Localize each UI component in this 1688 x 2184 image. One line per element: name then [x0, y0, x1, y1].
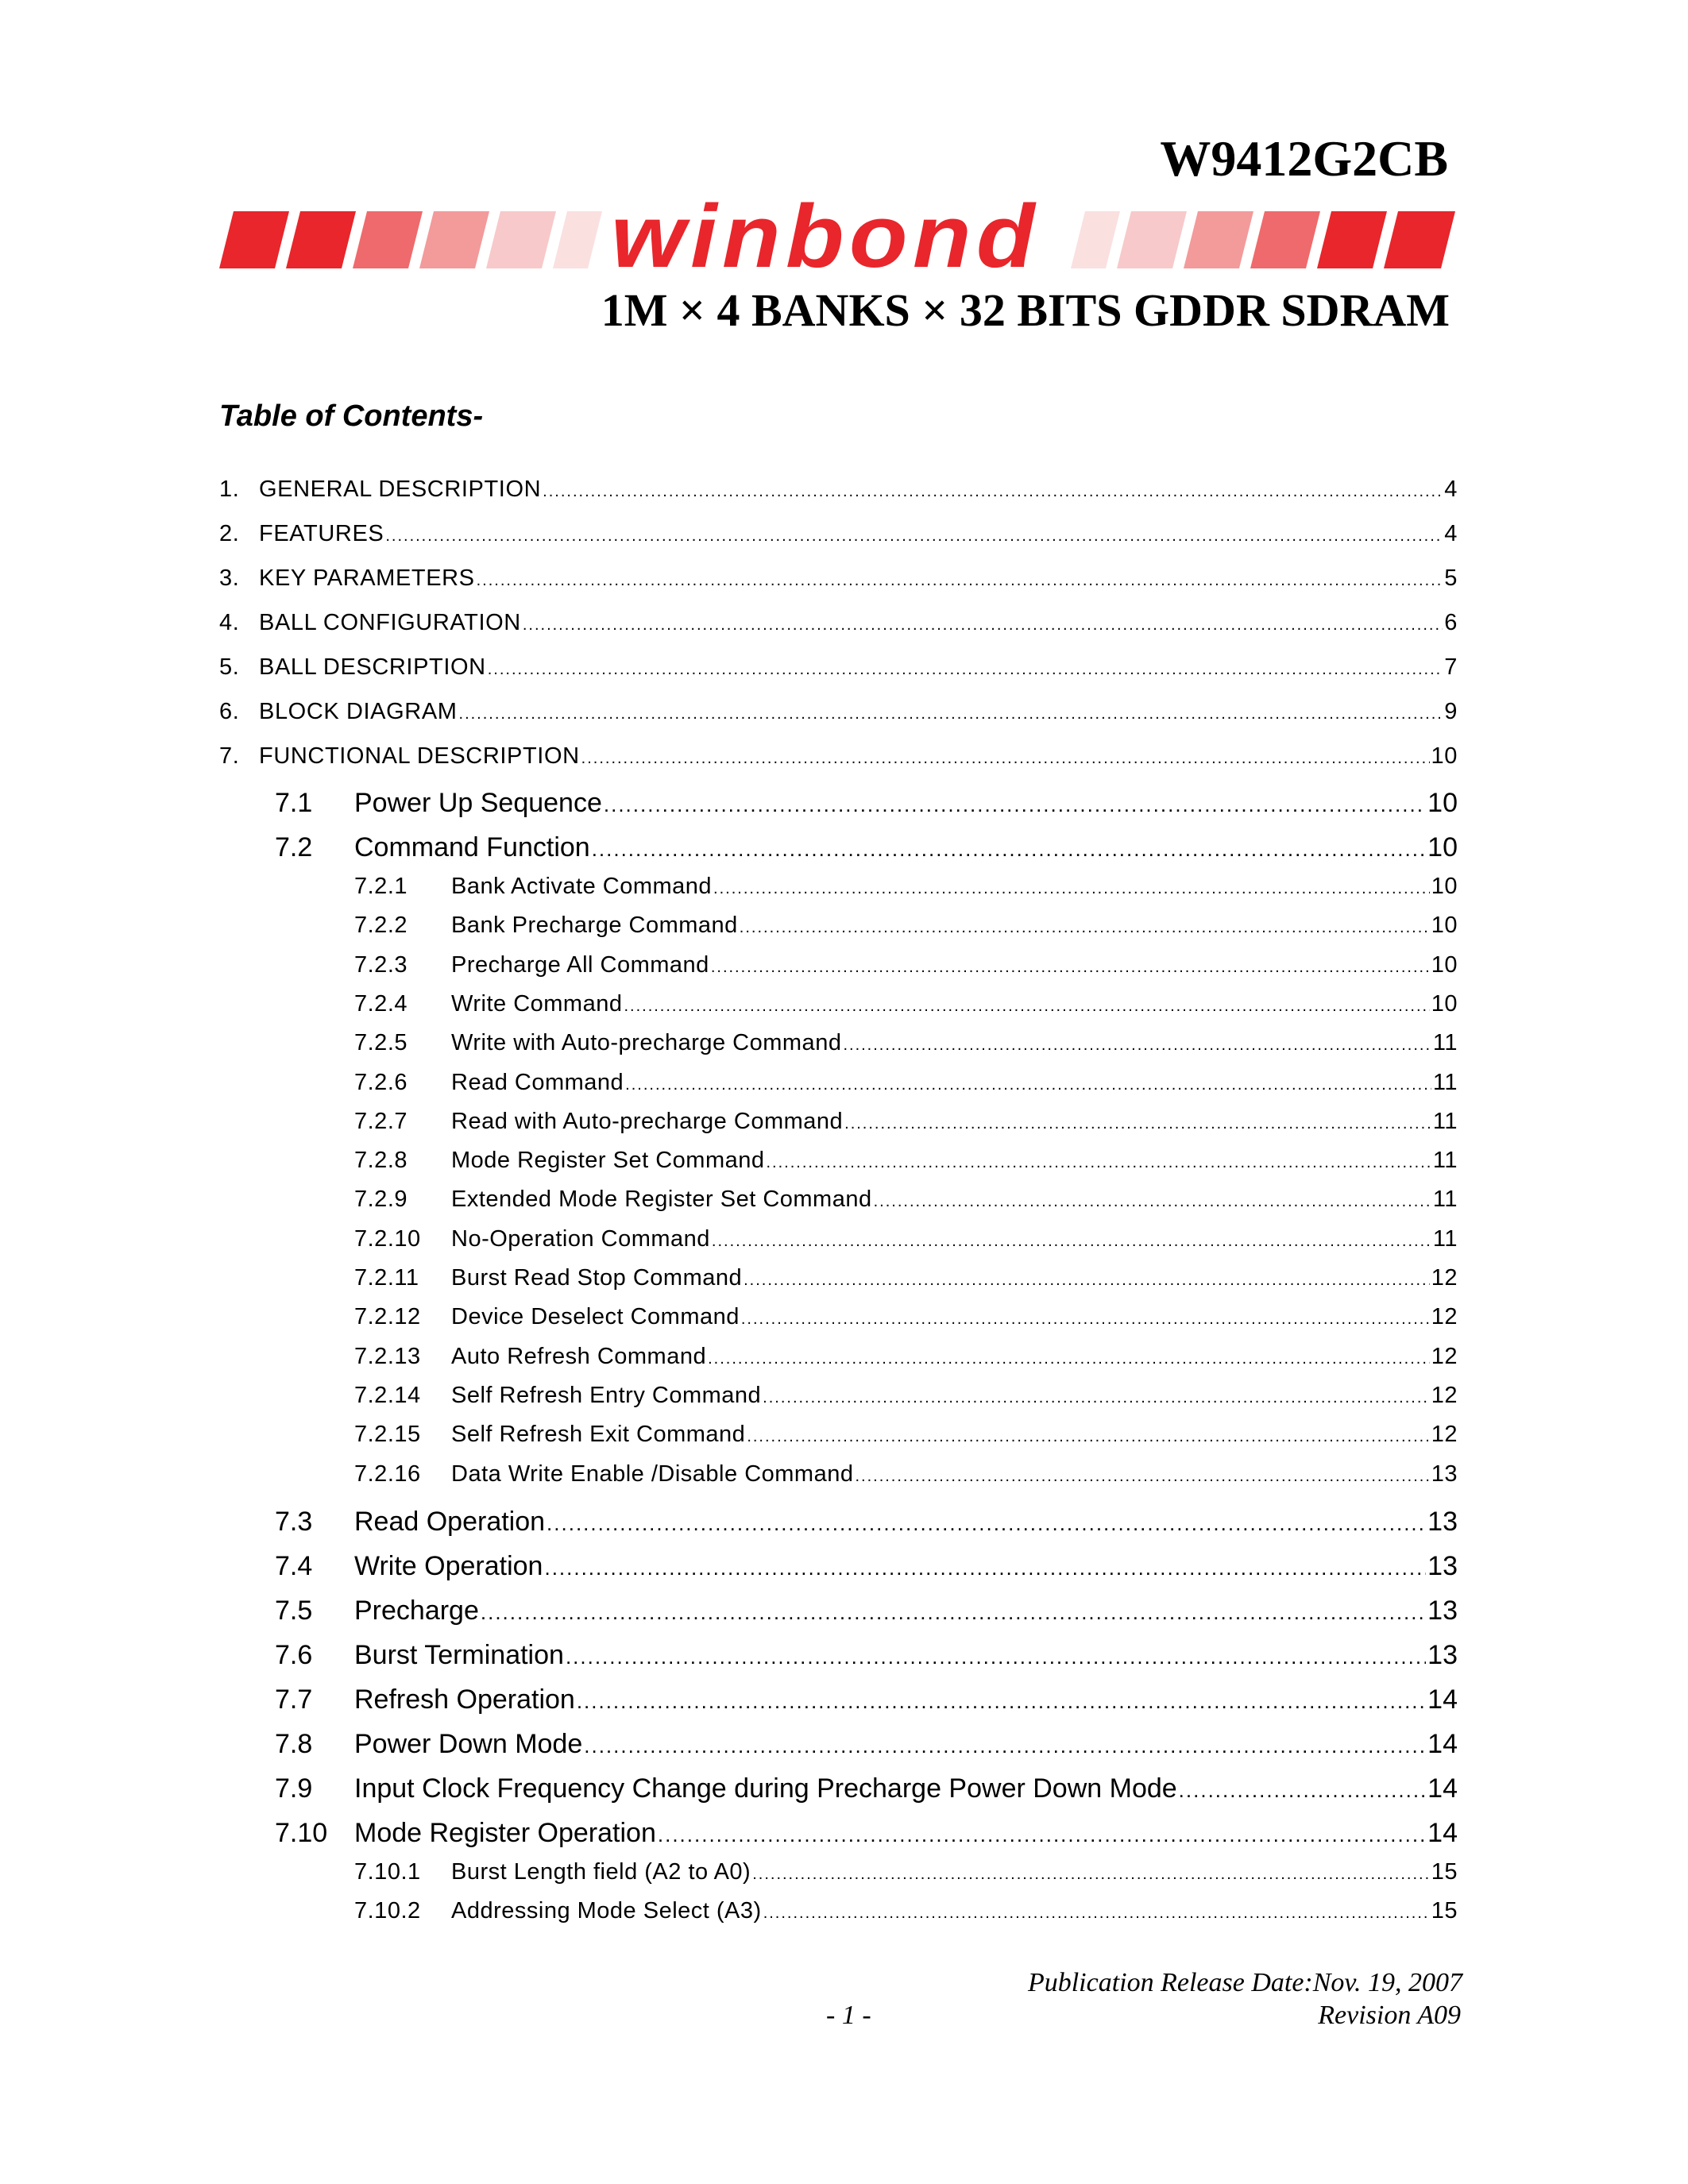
toc-entry-number: 6.	[219, 699, 240, 724]
toc-dot-leader	[767, 1154, 1431, 1172]
toc-dot-leader	[740, 919, 1430, 937]
toc-entry-page: 12	[1431, 1343, 1458, 1369]
toc-entry-title: Self Refresh Exit Command	[451, 1422, 746, 1448]
toc-dot-leader	[711, 959, 1430, 977]
toc-entry-page: 15	[1431, 1858, 1458, 1885]
toc-entry-page: 13	[1431, 1461, 1458, 1487]
toc-entry-title: Write Command	[451, 990, 623, 1017]
toc-dot-leader	[708, 1350, 1430, 1368]
toc-entry-title: Power Down Mode	[354, 1728, 583, 1759]
toc-entry[interactable]	[354, 991, 1458, 1017]
toc-entry-number: 7.2.11	[354, 1265, 419, 1291]
right-stripes	[1071, 211, 1455, 268]
toc-dot-leader	[544, 1556, 1426, 1580]
toc-entry-title: FUNCTIONAL DESCRIPTION	[259, 743, 580, 769]
toc-entry-page: 5	[1444, 565, 1458, 591]
toc-entry-page: 13	[1427, 1595, 1458, 1626]
toc-dot-leader	[385, 527, 1443, 546]
toc-entry-number: 7.2.2	[354, 913, 408, 939]
toc-dot-leader	[712, 1233, 1431, 1251]
toc-entry-page: 10	[1431, 990, 1458, 1017]
winbond-logo	[219, 200, 1455, 280]
brand-wordmark: winbond	[611, 200, 1040, 280]
toc-dot-leader	[1179, 1778, 1427, 1803]
toc-dot-leader	[624, 997, 1429, 1016]
toc-dot-leader	[874, 1193, 1431, 1211]
toc-dot-leader	[741, 1310, 1430, 1329]
toc-entry[interactable]	[275, 1818, 1458, 1849]
toc-entry-number: 7.9	[275, 1773, 313, 1804]
toc-entry[interactable]	[354, 1109, 1458, 1135]
toc-entry-title: Power Up Sequence	[354, 788, 602, 818]
toc-entry-page: 14	[1427, 1728, 1458, 1759]
toc-entry[interactable]	[354, 1344, 1458, 1370]
part-number: W9412G2CB	[1160, 130, 1448, 187]
toc-dot-leader	[763, 1904, 1430, 1923]
toc-entry[interactable]	[354, 952, 1458, 978]
toc-entry-title: Addressing Mode Select (A3)	[451, 1897, 762, 1924]
toc-entry-number: 1.	[219, 477, 240, 502]
toc-entry-number: 7.6	[275, 1639, 313, 1670]
toc-dot-leader	[547, 1511, 1426, 1536]
toc-entry[interactable]	[354, 913, 1458, 939]
toc-dot-leader	[747, 1428, 1429, 1446]
toc-entry[interactable]	[219, 565, 1458, 592]
toc-entry[interactable]	[354, 1383, 1458, 1409]
toc-entry-number: 7.3	[275, 1506, 313, 1537]
toc-entry[interactable]	[275, 1551, 1458, 1582]
toc-entry-page: 10	[1431, 874, 1458, 899]
toc-entry[interactable]	[354, 1030, 1458, 1056]
toc-entry[interactable]	[354, 1859, 1458, 1885]
toc-entry-number: 7.2.7	[354, 1108, 408, 1134]
toc-dot-leader	[592, 837, 1426, 862]
toc-entry-page: 13	[1427, 1506, 1458, 1537]
toc-entry-title: Device Deselect Command	[451, 1304, 740, 1330]
toc-entry-page: 10	[1427, 788, 1458, 818]
toc-entry[interactable]	[275, 832, 1458, 863]
toc-entry[interactable]	[219, 743, 1458, 770]
toc-entry-number: 7.10.2	[354, 1897, 421, 1924]
toc-dot-leader	[459, 705, 1443, 723]
toc-entry[interactable]	[275, 1773, 1458, 1804]
toc-entry-title: Read Operation	[354, 1506, 546, 1537]
toc-entry-title: Refresh Operation	[354, 1684, 575, 1715]
toc-entry[interactable]	[354, 1070, 1458, 1096]
toc-entry-title: Self Refresh Entry Command	[451, 1382, 762, 1408]
toc-entry-page: 14	[1427, 1684, 1458, 1715]
toc-entry-page: 7	[1444, 654, 1458, 680]
toc-dot-leader	[855, 1468, 1429, 1486]
toc-dot-leader	[577, 1689, 1426, 1714]
toc-dot-leader	[523, 616, 1443, 635]
toc-dot-leader	[581, 750, 1430, 768]
toc-entry-number: 7.2.5	[354, 1030, 408, 1056]
toc-entry-page: 14	[1427, 1773, 1458, 1804]
toc-entry-number: 7.7	[275, 1684, 313, 1715]
toc-entry-number: 7.4	[275, 1550, 313, 1581]
revision: Revision A09	[1318, 2001, 1461, 2030]
toc-entry-title: Extended Mode Register Set Command	[451, 1187, 872, 1213]
toc-dot-leader	[481, 1600, 1426, 1625]
toc-dot-leader	[543, 483, 1443, 501]
toc-entry-page: 11	[1432, 1148, 1458, 1174]
toc-entry-title: KEY PARAMETERS	[259, 565, 475, 591]
toc-entry-page: 4	[1444, 521, 1458, 546]
toc-entry-number: 7.10	[275, 1817, 328, 1848]
toc-entry-number: 7.2.4	[354, 990, 408, 1017]
toc-entry-number: 7.2.8	[354, 1148, 408, 1174]
toc-entry-title: No-Operation Command	[451, 1225, 710, 1252]
toc-dot-leader	[713, 880, 1430, 898]
toc-entry-title: Bank Precharge Command	[451, 913, 738, 939]
toc-entry-page: 12	[1431, 1382, 1458, 1408]
toc-entry-number: 2.	[219, 521, 240, 546]
toc-entry-number: 7.2.16	[354, 1461, 421, 1487]
toc-entry-page: 10	[1431, 743, 1458, 769]
toc-dot-leader	[584, 1734, 1426, 1758]
toc-entry-number: 7.2.3	[354, 951, 408, 978]
toc-entry-page: 14	[1427, 1817, 1458, 1848]
toc-dot-leader	[488, 661, 1443, 679]
toc-entry-page: 11	[1432, 1108, 1458, 1134]
toc-entry[interactable]	[354, 1187, 1458, 1213]
toc-entry[interactable]	[219, 521, 1458, 547]
toc-heading: Table of Contents-	[219, 399, 484, 433]
toc-entry-page: 11	[1432, 1030, 1458, 1056]
toc-entry-number: 7.2	[275, 832, 313, 862]
toc-entry-title: GENERAL DESCRIPTION	[259, 477, 542, 502]
toc-entry-title: Precharge All Command	[451, 951, 709, 978]
toc-dot-leader	[844, 1115, 1431, 1133]
toc-entry[interactable]	[275, 1729, 1458, 1760]
toc-entry-title: Write with Auto-precharge Command	[451, 1030, 842, 1056]
toc-entry-number: 7.2.14	[354, 1382, 421, 1408]
document-subtitle: 1M × 4 BANKS × 32 BITS GDDR SDRAM	[601, 284, 1450, 336]
toc-entry[interactable]	[354, 1898, 1458, 1924]
toc-entry[interactable]	[275, 788, 1458, 819]
publication-release-date: Publication Release Date:Nov. 19, 2007	[1027, 1968, 1462, 1997]
toc-entry-title: Write Operation	[354, 1550, 543, 1581]
toc-entry-page: 9	[1444, 699, 1458, 724]
toc-entry-page: 11	[1432, 1187, 1458, 1213]
toc-entry-title: Input Clock Frequency Change during Precharge Power Down Mode	[354, 1773, 1177, 1804]
toc-entry[interactable]	[354, 874, 1458, 900]
toc-entry-number: 7.1	[275, 788, 313, 818]
toc-entry-title: Auto Refresh Command	[451, 1343, 707, 1369]
toc-entry-number: 7.2.6	[354, 1069, 408, 1095]
toc-dot-leader	[752, 1866, 1430, 1884]
toc-entry-page: 13	[1427, 1639, 1458, 1670]
toc-entry-title: Precharge	[354, 1595, 479, 1626]
toc-entry[interactable]	[275, 1596, 1458, 1626]
toc-entry-page: 10	[1427, 832, 1458, 862]
toc-dot-leader	[604, 793, 1426, 817]
toc-dot-leader	[566, 1645, 1426, 1669]
toc-entry[interactable]	[354, 1304, 1458, 1330]
toc-entry-title: BALL CONFIGURATION	[259, 610, 521, 635]
toc-entry-number: 7.10.1	[354, 1858, 421, 1885]
toc-entry[interactable]	[219, 610, 1458, 636]
toc-entry[interactable]	[219, 699, 1458, 725]
toc-entry[interactable]	[275, 1640, 1458, 1671]
toc-entry-page: 12	[1431, 1304, 1458, 1330]
toc-entry-number: 7.2.1	[354, 874, 408, 899]
toc-entry-title: FEATURES	[259, 521, 384, 546]
toc-entry-page: 15	[1431, 1897, 1458, 1924]
toc-entry-title: Mode Register Operation	[354, 1817, 656, 1848]
toc-entry-page: 11	[1432, 1069, 1458, 1095]
toc-entry-title: Burst Length field (A2 to A0)	[451, 1858, 751, 1885]
toc-entry-number: 7.	[219, 743, 240, 769]
toc-entry-number: 7.2.15	[354, 1422, 421, 1448]
toc-entry[interactable]	[354, 1226, 1458, 1252]
toc-entry-number: 4.	[219, 610, 240, 635]
toc-entry-title: Data Write Enable /Disable Command	[451, 1461, 854, 1487]
toc-dot-leader	[843, 1036, 1431, 1055]
left-stripes	[219, 211, 602, 268]
toc-entry-title: BLOCK DIAGRAM	[259, 699, 458, 724]
toc-entry-title: Bank Activate Command	[451, 874, 713, 899]
toc-entry[interactable]	[354, 1461, 1458, 1488]
toc-entry-number: 7.2.9	[354, 1187, 408, 1213]
toc-entry-number: 5.	[219, 654, 240, 680]
page-number: - 1 -	[826, 2001, 871, 2030]
toc-dot-leader	[744, 1271, 1430, 1290]
toc-dot-leader	[477, 572, 1443, 590]
toc-entry-number: 7.2.10	[354, 1225, 421, 1252]
toc-entry-number: 7.8	[275, 1728, 313, 1759]
toc-entry[interactable]	[275, 1507, 1458, 1538]
toc-entry-title: Burst Read Stop Command	[451, 1265, 743, 1291]
toc-entry-page: 10	[1431, 951, 1458, 978]
toc-entry-page: 13	[1427, 1550, 1458, 1581]
toc-dot-leader	[658, 1823, 1426, 1847]
toc-entry[interactable]	[354, 1422, 1458, 1448]
toc-entry-title: Mode Register Set Command	[451, 1148, 765, 1174]
toc-entry-number: 7.2.13	[354, 1343, 421, 1369]
toc-entry-title: BALL DESCRIPTION	[259, 654, 486, 680]
toc-entry-title: Read with Auto-precharge Command	[451, 1108, 844, 1134]
toc-entry-page: 12	[1431, 1265, 1458, 1291]
toc-entry[interactable]	[354, 1148, 1458, 1174]
toc-entry-number: 3.	[219, 565, 240, 591]
toc-entry-page: 6	[1444, 610, 1458, 635]
toc-entry-page: 11	[1432, 1225, 1458, 1252]
toc-entry[interactable]	[219, 477, 1458, 503]
toc-entry-title: Read Command	[451, 1069, 624, 1095]
toc-entry-number: 7.5	[275, 1595, 313, 1626]
toc-entry[interactable]	[354, 1265, 1458, 1291]
toc-dot-leader	[625, 1076, 1431, 1094]
toc-entry-title: Command Function	[354, 832, 590, 862]
toc-entry-number: 7.2.12	[354, 1304, 421, 1330]
toc-entry-page: 4	[1444, 477, 1458, 502]
toc-entry-page: 12	[1431, 1422, 1458, 1448]
toc-entry-page: 10	[1431, 913, 1458, 939]
toc-entry-title: Burst Termination	[354, 1639, 564, 1670]
toc-dot-leader	[763, 1389, 1430, 1407]
toc-entry[interactable]	[275, 1684, 1458, 1715]
toc-entry[interactable]	[219, 654, 1458, 681]
